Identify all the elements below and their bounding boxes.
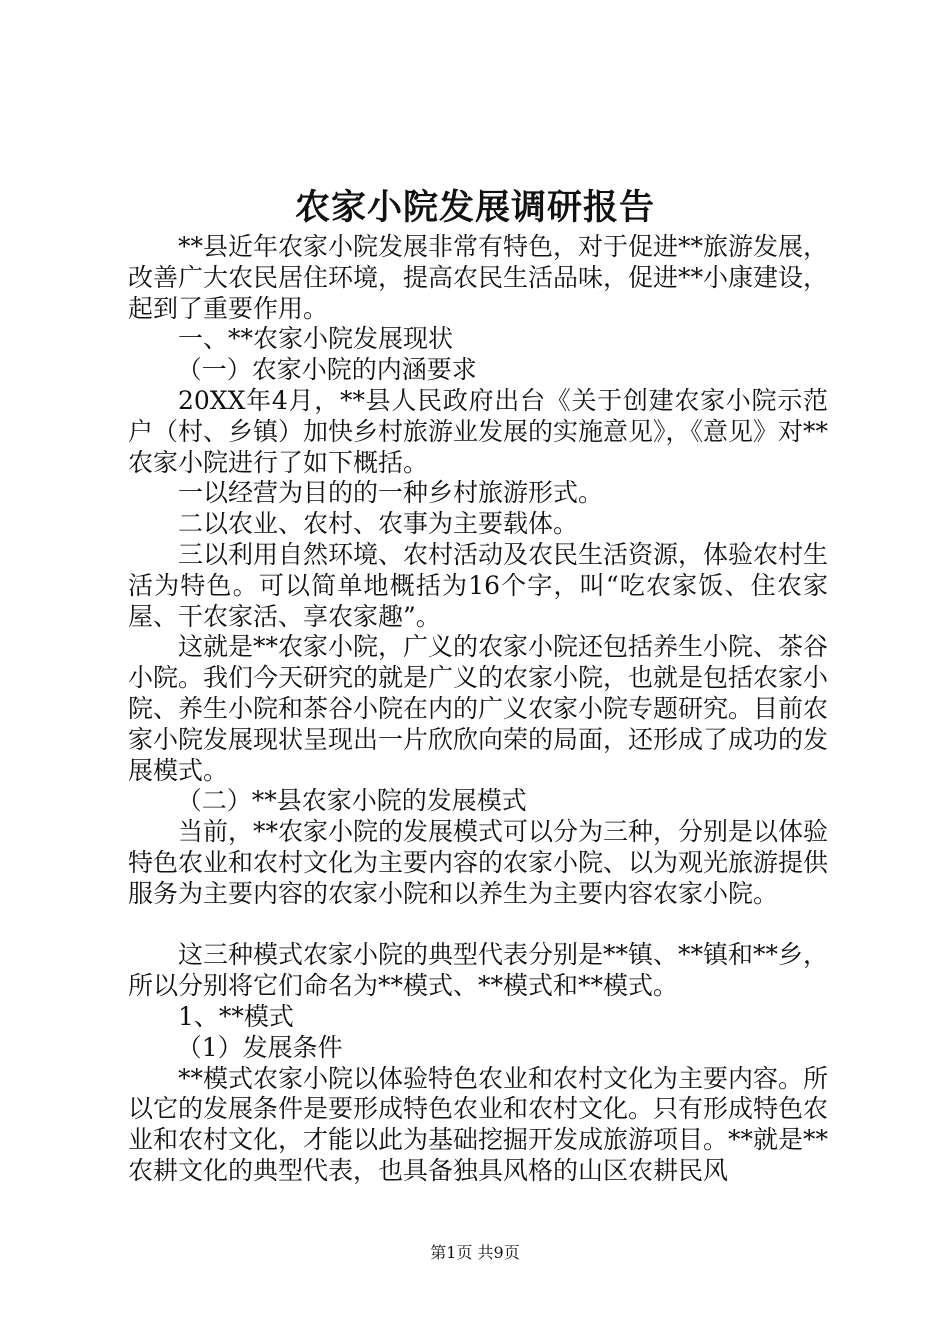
page-footer: 第1页 共9页 [430,1243,520,1262]
section-heading: 1、**模式 [178,1001,294,1031]
paragraph: 这就是**农家小院，广义的农家小院还包括养生小院、茶谷小院。我们今天研究的就是广义的农家小院，也就是包括农家小院、养生小院和茶谷小院在内的广义农家小院专题研究。目前农家小院发展现状呈现出一片欣欣向荣的局面，还形成了成功的发展模式。 [128,632,829,785]
paragraph: **县近年农家小院发展非常有特色，对于促进**旅游发展，改善广大农民居住环境，提高农民生活品味，促进**小康建设，起到了重要作用。 [128,232,829,323]
paragraph: **模式农家小院以体验特色农业和农村文化为主要内容。所以它的发展条件是要形成特色农业和农村文化。只有形成特色农业和农村文化，才能以此为基础挖掘开发成旅游项目。**就是**农耕文化的典型代表，也具备独具风格的山区农耕民风 [128,1063,829,1185]
paragraph: 当前，**农家小院的发展模式可以分为三种，分别是以体验特色农业和农村文化为主要内容的农家小院、以为观光旅游提供服务为主要内容的农家小院和以养生为主要内容农家小院。 [128,817,829,908]
paragraph: 这三种模式农家小院的典型代表分别是**镇、**镇和**乡，所以分别将它们命名为**模式、**模式和**模式。 [128,940,829,1001]
subsection-heading: （一）农家小院的内涵要求 [176,355,477,385]
document-title: 农家小院发展调研报告 [294,187,655,228]
section-heading: 一、**农家小院发展现状 [178,324,454,354]
paragraph: 20XX年4月，**县人民政府出台《关于创建农家小院示范户（村、乡镇）加快乡村旅游业发展的实施意见》，《意见》对**农家小院进行了如下概括。 [128,385,829,477]
subsection-heading: （二）**县农家小院的发展模式 [176,786,527,816]
paragraph: 三以利用自然环境、农村活动及农民生活资源，体验农村生活为特色。可以简单地概括为16个字，叫“吃农家饭、住农家屋、干农家活、享农家趣”。 [128,539,829,631]
subsection-heading: （1）发展条件 [176,1032,343,1062]
paragraph: 一以经营为目的的一种乡村旅游形式。 [178,478,604,508]
paragraph: 二以农业、农村、农事为主要载体。 [178,509,579,539]
blank-line [128,910,828,941]
document-body [128,232,828,1187]
